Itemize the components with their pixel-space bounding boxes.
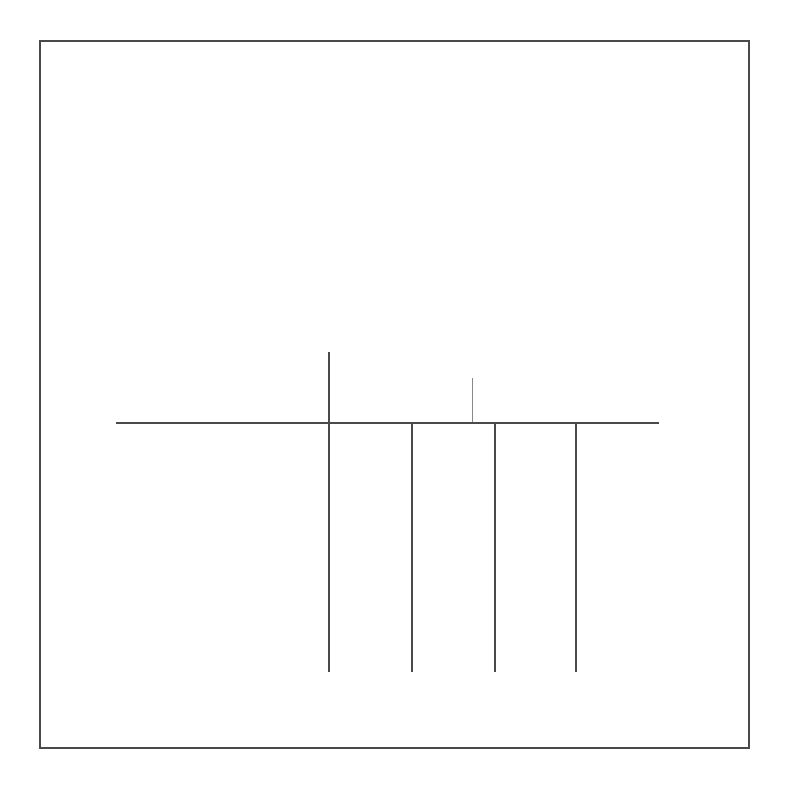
divider-header bbox=[472, 378, 473, 422]
divider-col3 bbox=[494, 423, 496, 672]
product-description bbox=[116, 98, 672, 124]
minor-ingredients bbox=[116, 102, 672, 124]
footnote bbox=[116, 678, 676, 691]
divider-col4 bbox=[575, 423, 577, 672]
header-rule bbox=[116, 422, 659, 424]
divider-col2 bbox=[411, 423, 413, 672]
divider-100g bbox=[328, 352, 330, 672]
label-frame bbox=[39, 40, 750, 749]
